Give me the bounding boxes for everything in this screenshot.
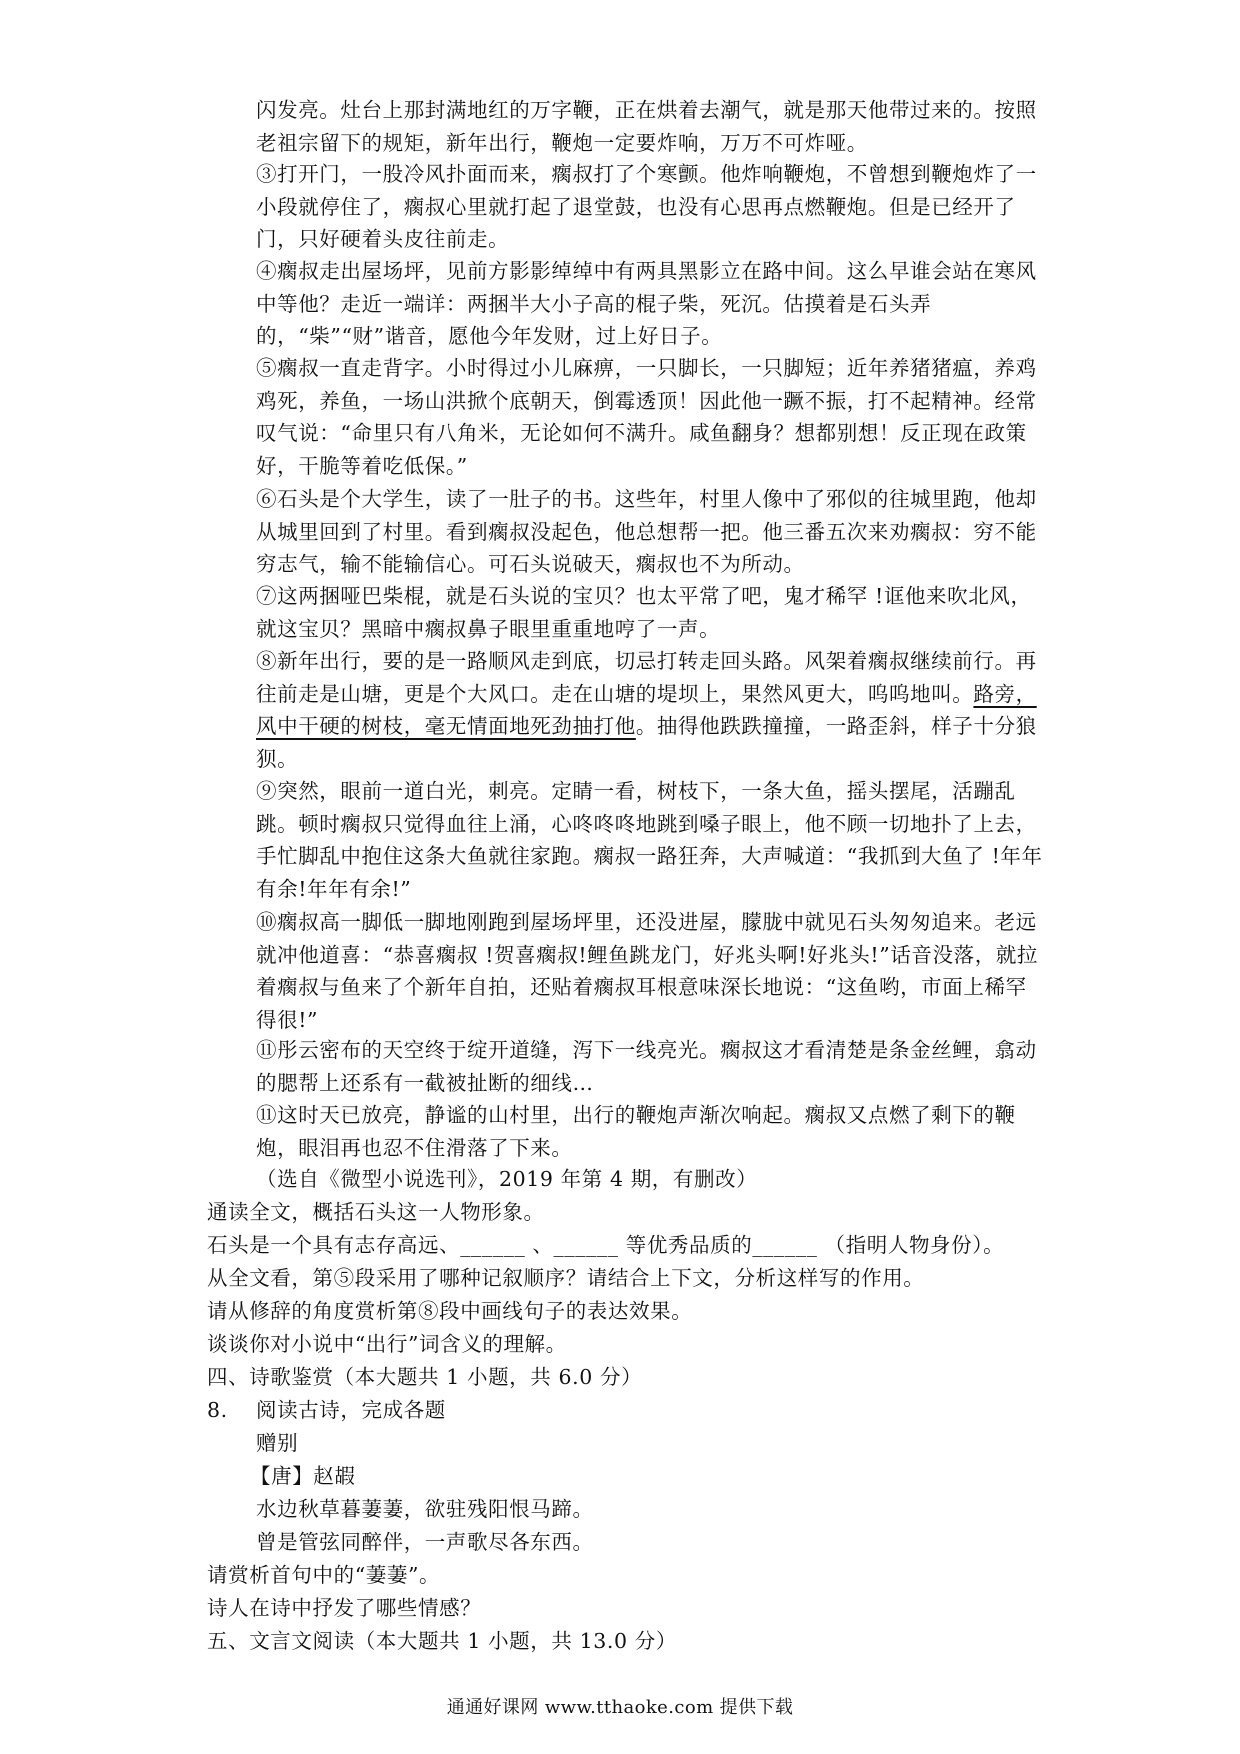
item-number: 8. bbox=[207, 1398, 228, 1422]
question-2-fill-blank: 石头是一个具有志存高远、______ 、______ 等优秀品质的______ （指明人物身份）。 bbox=[207, 1233, 1005, 1257]
question-5: 谈谈你对小说中“出行”词含义的理解。 bbox=[207, 1332, 567, 1356]
poem-question-2: 诗人在诗中抒发了哪些情感？ bbox=[207, 1596, 482, 1620]
story-paragraph-11a: ⑪彤云密布的天空终于绽开道缝，泻下一线亮光。瘸叔这才看清楚是条金丝鲤，翕动的腮帮上还系有一截被扯断的细线… bbox=[256, 1038, 1037, 1095]
poem-author: 【唐】赵嘏 bbox=[250, 1464, 356, 1488]
story-paragraph-8 bbox=[256, 645, 1046, 775]
story-paragraph-11b: ⑪这时天已放亮，静谧的山村里，出行的鞭炮声渐次响起。瘸叔又点燃了剩下的鞭炮，眼泪再也忍不住滑落了下来。 bbox=[256, 1103, 1016, 1160]
underlined-sentence: 路旁，风中干硬的树枝，毫无情面地死劲抽打他 bbox=[256, 681, 1037, 738]
story-paragraph-4: ④瘸叔走出屋场坪，见前方影影绰绰中有两具黑影立在路中间。这么早谁会站在寒风中等他？走近一端详：两捆半大小子高的棍子柴，死沉。估摸着是石头弄的，“柴”“财”谐音，愿他今年发财，过上好日子。 bbox=[256, 259, 1037, 348]
section-5-heading: 五、文言文阅读（本大题共 1 小题，共 13.0 分） bbox=[207, 1629, 677, 1653]
source-citation: （选自《微型小说选刊》，2019 年第 4 期，有删改） bbox=[256, 1167, 758, 1191]
question-1: 通读全文，概括石头这一人物形象。 bbox=[207, 1200, 545, 1224]
question-4: 请从修辞的角度赏析第⑧段中画线句子的表达效果。 bbox=[207, 1299, 693, 1323]
story-paragraph-10: ⑩瘸叔高一脚低一脚地刚跑到屋场坪里，还没进屋，朦胧中就见石头匆匆追来。老远就冲他道喜：“恭喜瘸叔 !贺喜瘸叔!鲤鱼跳龙门，好兆头啊!好兆头!”话音没落，就拉着瘸叔与鱼来了个新年自拍，还贴着瘸叔耳根意味深长地说：“这鱼哟，市面上稀罕得很!” bbox=[256, 910, 1039, 1032]
section-4-heading: 四、诗歌鉴赏（本大题共 1 小题，共 6.0 分） bbox=[207, 1365, 643, 1389]
poem-line-2: 曾是管弦同醉伴，一声歌尽各东西。 bbox=[256, 1530, 594, 1554]
paragraph-8-text-b: 。抽得他跌跌撞撞，一路歪斜，样子十分狼狈。 bbox=[256, 714, 1037, 771]
story-paragraph-3: ③打开门，一股冷风扑面而来，瘸叔打了个寒颤。他炸响鞭炮，不曾想到鞭炮炸了一小段就停住了，瘸叔心里就打起了退堂鼓，也没有心思再点燃鞭炮。但是已经开了门，只好硬着头皮往前走。 bbox=[256, 162, 1037, 251]
story-paragraph-5: ⑤瘸叔一直走背字。小时得过小儿麻痹，一只脚长，一只脚短；近年养猪猪瘟，养鸡鸡死，养鱼，一场山洪掀个底朝天，倒霉透顶！因此他一蹶不振，打不起精神。经常叹气说：“命里只有八角米，无论如何不满升。咸鱼翻身？想都别想！反正现在政策好，干脆等着吃低保。” bbox=[256, 356, 1037, 478]
page-footer: 通通好课网 www.tthaoke.com 提供下载 bbox=[446, 1697, 794, 1718]
poem-question-1: 请赏析首句中的“萋萋”。 bbox=[207, 1563, 441, 1587]
story-paragraph-2-continued: 闪发亮。灶台上那封满地红的万字鞭，正在烘着去潮气，就是那天他带过来的。按照老祖宗留下的规矩，新年出行，鞭炮一定要炸响，万万不可炸哑。 bbox=[256, 98, 1037, 155]
poem-title: 赠别 bbox=[256, 1431, 299, 1455]
paragraph-8-text-a: ⑧新年出行，要的是一路顺风走到底，切忌打转走回头路。风架着瘸叔继续前行。再往前走是山塘，更是个大风口。走在山塘的堤坝上，果然风更大，呜呜地叫。 bbox=[256, 649, 1037, 706]
question-3: 从全文看，第⑤段采用了哪种记叙顺序？请结合上下文，分析这样写的作用。 bbox=[207, 1266, 925, 1290]
poem-line-1: 水边秋草暮萋萋，欲驻残阳恨马蹄。 bbox=[256, 1497, 594, 1521]
story-paragraph-9: ⑨突然，眼前一道白光，刺亮。定睛一看，树枝下，一条大鱼，摇头摆尾，活蹦乱跳。顿时瘸叔只觉得血往上涌，心咚咚咚地跳到嗓子眼上，他不顾一切地扑了上去，手忙脚乱中抱住这条大鱼就往家跑。瘸叔一路狂奔，大声喊道：“我抓到大鱼了 !年年有余!年年有余!” bbox=[256, 779, 1043, 901]
story-paragraph-6: ⑥石头是个大学生，读了一肚子的书。这些年，村里人像中了邪似的往城里跑，他却从城里回到了村里。看到瘸叔没起色，他总想帮一把。他三番五次来劝瘸叔：穷不能穷志气，输不能输信心。可石头说破天，瘸叔也不为所动。 bbox=[256, 487, 1037, 576]
story-paragraph-7: ⑦这两捆哑巴柴棍，就是石头说的宝贝？也太平常了吧，鬼才稀罕 !诓他来吹北风，就这宝贝？黑暗中瘸叔鼻子眼里重重地哼了一声。 bbox=[256, 584, 1032, 641]
item-prompt: 阅读古诗，完成各题 bbox=[256, 1398, 446, 1422]
